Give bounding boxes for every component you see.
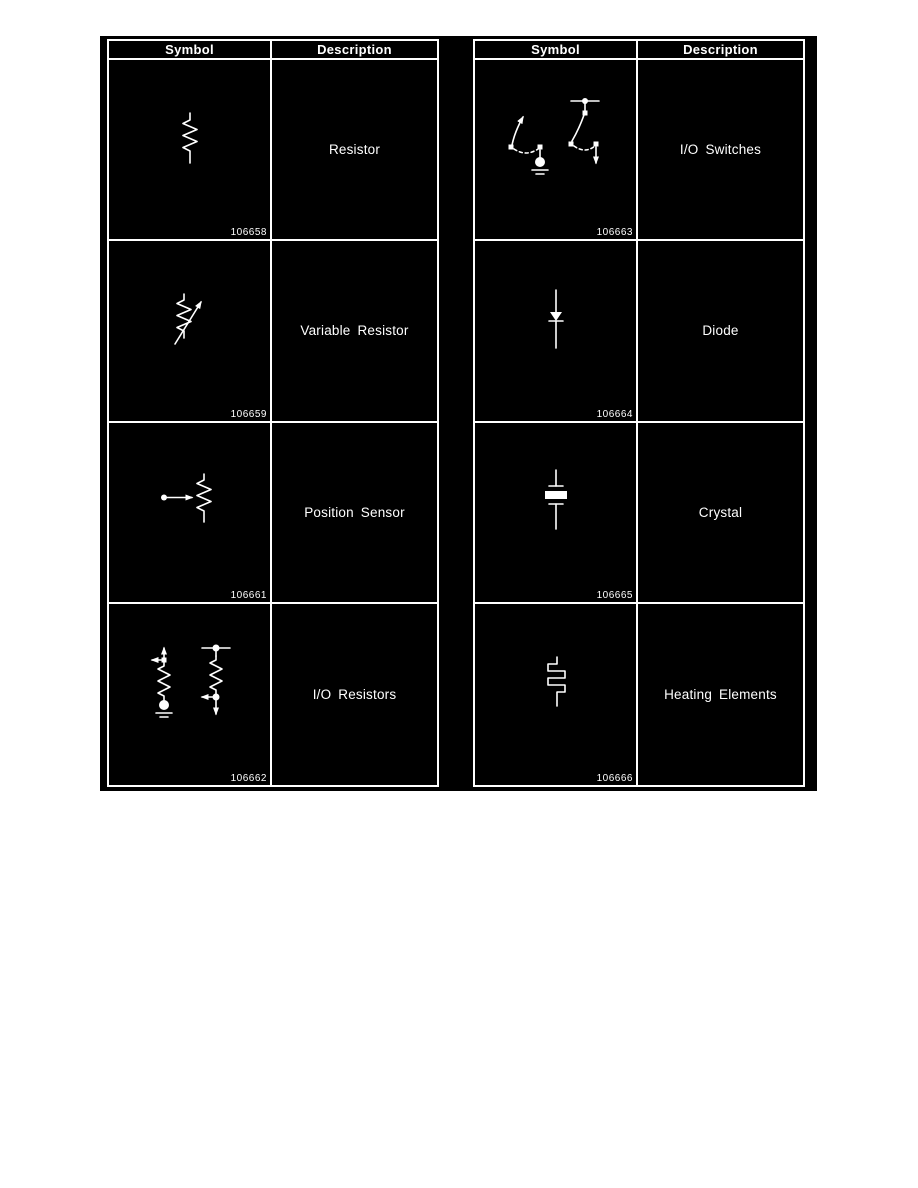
description-label: Diode xyxy=(702,323,739,339)
symbol-cell xyxy=(109,241,272,422)
figure-number: 106659 xyxy=(230,408,267,420)
description-label: Crystal xyxy=(698,504,743,520)
description-label: Resistor xyxy=(328,142,381,158)
symbol-cell xyxy=(475,604,638,785)
resistor-symbol xyxy=(175,110,205,166)
description-cell xyxy=(638,604,803,785)
description-cell xyxy=(638,60,803,241)
symbol-column-header: Symbol xyxy=(475,41,638,60)
description-label: Heating Elements xyxy=(664,686,777,702)
variable-resistor-symbol xyxy=(167,286,213,352)
symbol-cell xyxy=(109,604,272,785)
symbol-table-right xyxy=(473,39,805,787)
description-cell xyxy=(272,423,437,604)
description-label: I/O Switches xyxy=(679,142,762,158)
figure-number: 106666 xyxy=(596,773,633,784)
description-label: Variable Resistor xyxy=(300,323,409,339)
symbol-table-left xyxy=(107,39,439,787)
io-switches-symbol xyxy=(495,91,617,185)
position-sensor-symbol xyxy=(154,470,226,530)
symbol-cell xyxy=(109,60,272,241)
figure-number: 106664 xyxy=(596,408,633,420)
description-column-header: Description xyxy=(638,41,803,60)
description-cell xyxy=(638,241,803,422)
diode-symbol xyxy=(541,288,571,350)
description-cell xyxy=(272,60,437,241)
symbol-legend-panel xyxy=(100,36,817,791)
description-label: Position Sensor xyxy=(304,504,405,520)
description-label: I/O Resistors xyxy=(312,686,397,702)
heating-elements-symbol xyxy=(538,655,574,709)
description-cell xyxy=(272,604,437,785)
description-column-header: Description xyxy=(272,41,437,60)
figure-number: 106663 xyxy=(596,227,633,239)
io-resistors-symbol xyxy=(134,636,246,728)
figure-number: 106658 xyxy=(230,227,267,239)
description-cell xyxy=(638,423,803,604)
crystal-symbol xyxy=(538,467,574,533)
symbol-cell xyxy=(475,60,638,241)
symbol-cell xyxy=(475,423,638,604)
symbol-cell xyxy=(475,241,638,422)
description-cell xyxy=(272,241,437,422)
figure-number: 106665 xyxy=(596,589,633,601)
symbol-cell xyxy=(109,423,272,604)
figure-number: 106661 xyxy=(230,589,267,601)
symbol-column-header: Symbol xyxy=(109,41,272,60)
figure-number: 106662 xyxy=(230,773,267,784)
